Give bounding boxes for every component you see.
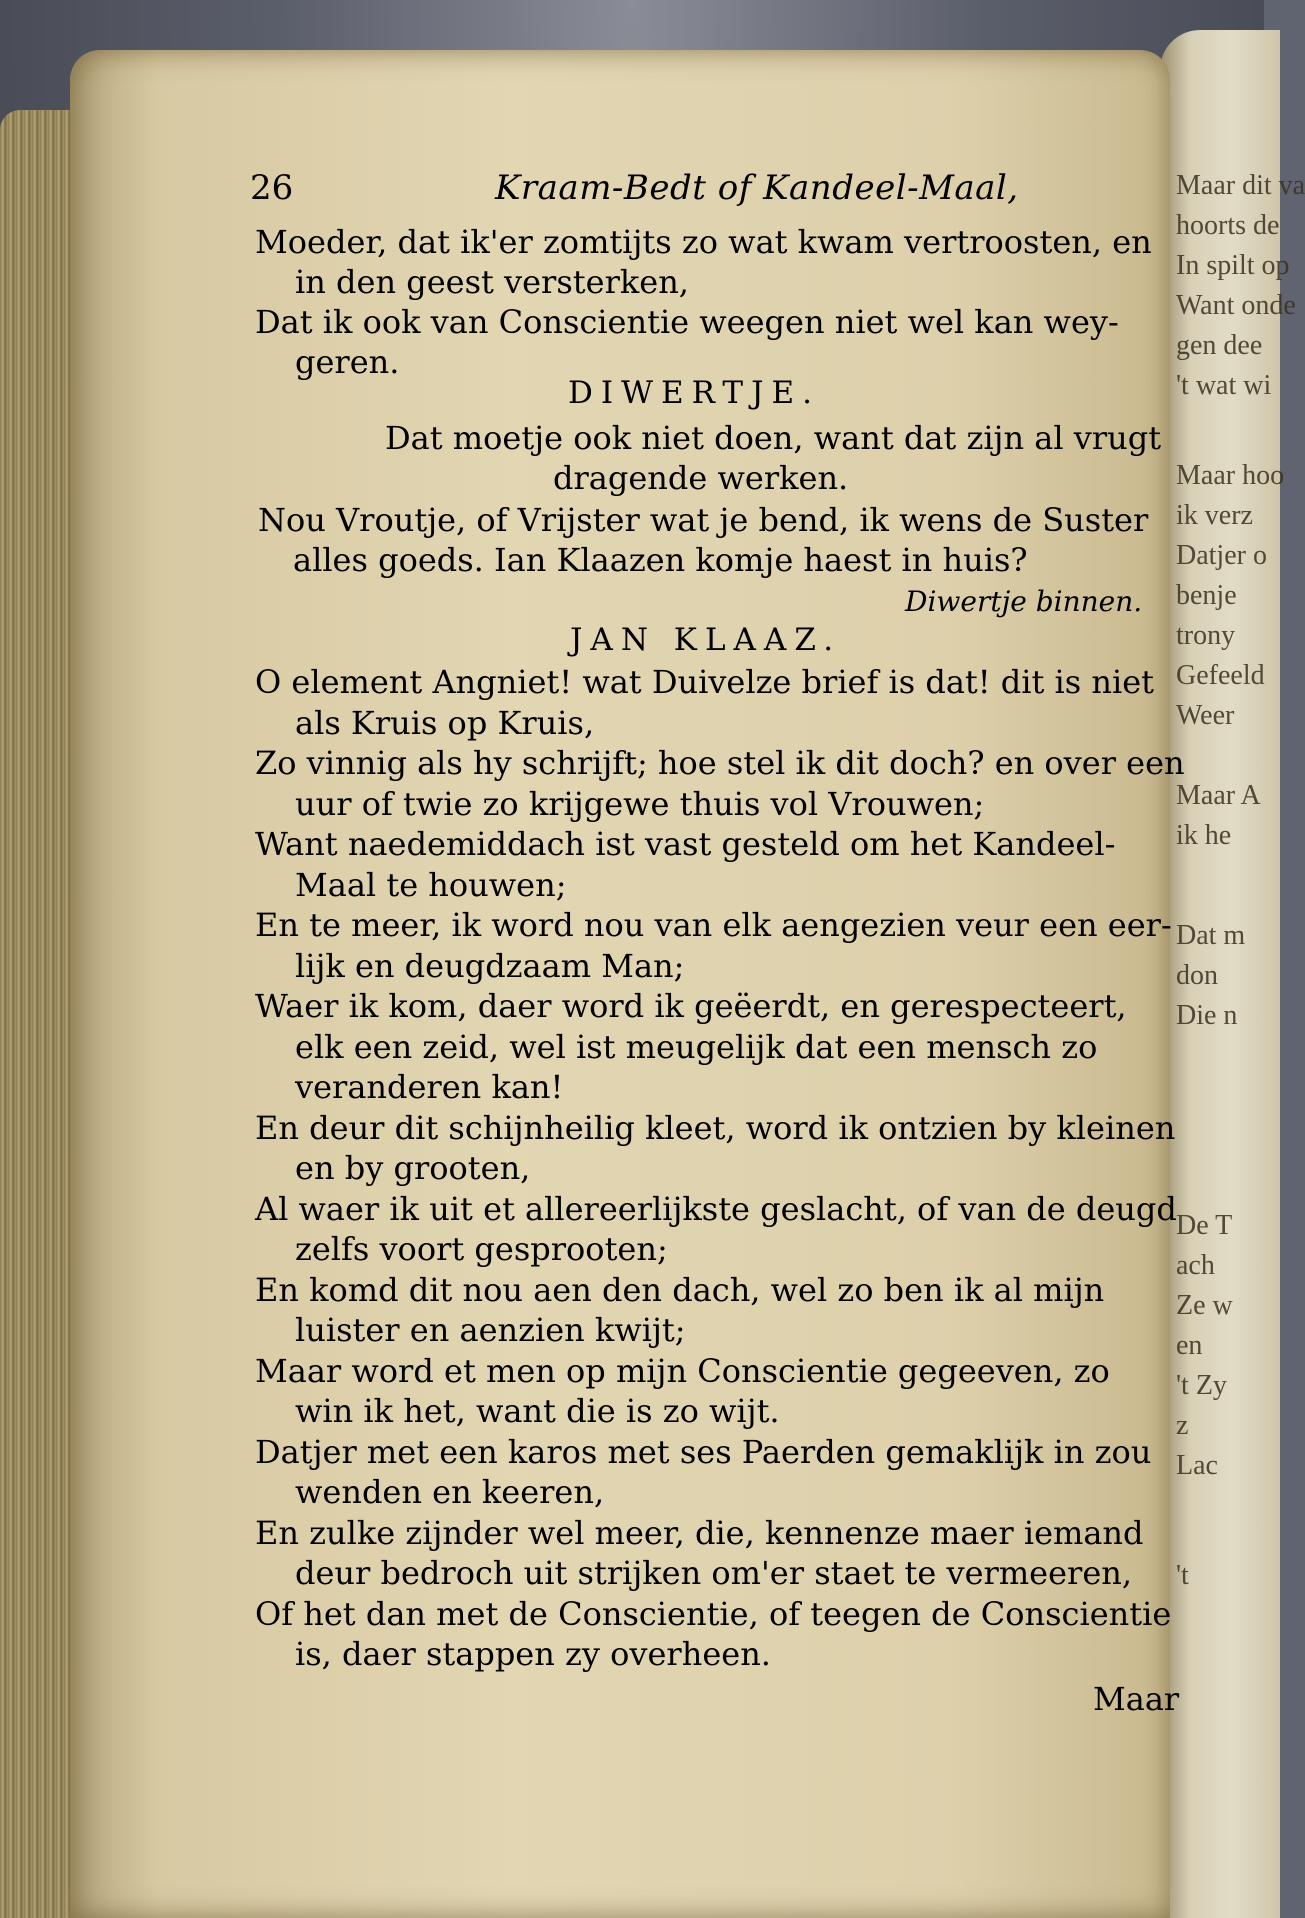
facing-page-fragment: benje xyxy=(1176,580,1237,611)
text-line: als Kruis op Kruis, xyxy=(295,703,595,742)
text-line: zelfs voort gesprooten; xyxy=(295,1230,668,1268)
facing-page-fragment: Die n xyxy=(1176,1000,1238,1031)
speaker-name: DIWERTJE. xyxy=(568,375,820,411)
facing-page-fragment: Datjer o xyxy=(1176,540,1267,571)
text-line: En zulke zijnder wel meer, die, kennenze maer iemand xyxy=(255,1513,1144,1552)
text-line: is, daer stappen zy overheen. xyxy=(295,1635,771,1673)
text-line: elk een zeid, wel ist meugelijk dat een mensch zo xyxy=(295,1027,1098,1066)
facing-page-fragment: Lac xyxy=(1176,1450,1218,1481)
catchword: Maar xyxy=(1093,1680,1180,1718)
text-line: Dat ik ook van Conscientie weegen niet wel kan wey- xyxy=(255,303,1119,341)
text-line: Moeder, dat ik'er zomtijts zo wat kwam vertroosten, en xyxy=(255,223,1152,261)
text-line: En deur dit schijnheilig kleet, word ik ontzien by kleinen xyxy=(255,1108,1176,1147)
text-line: Maal te houwen; xyxy=(295,865,567,904)
text-line: Dat moetje ook niet doen, want dat zijn al vrugt xyxy=(385,419,1162,457)
facing-page-fragment: don xyxy=(1176,960,1218,991)
facing-page xyxy=(1160,30,1305,1918)
text-line: win ik het, want die is zo wijt. xyxy=(295,1392,780,1430)
facing-page-fragment: Maar dit va xyxy=(1176,170,1305,201)
text-line: uur of twie zo krijgewe thuis vol Vrouwen; xyxy=(295,784,985,823)
text-line: luister en aenzien kwijt; xyxy=(295,1311,686,1349)
text-line: Nou Vroutje, of Vrijster wat je bend, ik wens de Suster xyxy=(258,501,1149,539)
facing-page-fragment: Want onde xyxy=(1176,290,1296,321)
text-line: dragende werken. xyxy=(553,459,849,497)
facing-page-fragment: hoorts de xyxy=(1176,210,1280,241)
page-number: 26 xyxy=(250,168,294,208)
facing-page-fragment: 't Zy xyxy=(1176,1370,1227,1401)
text-line: geren. xyxy=(295,343,400,381)
text-line: En komd dit nou aen den dach, wel zo ben ik al mijn xyxy=(255,1270,1105,1309)
text-line: en by grooten, xyxy=(295,1149,531,1187)
text-line: En te meer, ik word nou van elk aengezien veur een eer- xyxy=(255,906,1172,944)
text-line: veranderen kan! xyxy=(295,1068,564,1106)
text-line: Zo vinnig als hy schrijft; hoe stel ik dit doch? en over een xyxy=(255,744,1185,782)
text-line: Datjer met een karos met ses Paerden gemaklijk in zou xyxy=(255,1432,1152,1471)
text-line: alles goeds. Ian Klaazen komje haest in huis? xyxy=(293,541,1028,579)
stage-direction: Diwertje binnen. xyxy=(905,585,1143,618)
text-line: in den geest versterken, xyxy=(295,263,689,301)
facing-page-fragment: ik he xyxy=(1176,820,1232,851)
facing-page-fragment: Dat m xyxy=(1176,920,1246,951)
facing-page-fragment: 't xyxy=(1176,1560,1189,1591)
text-line: deur bedroch uit strijken om'er staet te vermeeren, xyxy=(295,1554,1133,1592)
text-line: wenden en keeren, xyxy=(295,1473,605,1511)
text-line: Of het dan met de Conscientie, of teegen de Conscientie xyxy=(255,1594,1172,1633)
facing-page-fragment: trony xyxy=(1176,620,1236,651)
facing-page-fragment: Weer xyxy=(1176,700,1235,731)
text-line: Want naedemiddach ist vast gesteld om het Kandeel- xyxy=(255,825,1116,863)
running-header xyxy=(250,168,1170,212)
facing-page-fragment: Ze w xyxy=(1176,1290,1233,1321)
text-line: Waer ik kom, daer word ik geëerdt, en gerespecteert, xyxy=(255,987,1127,1025)
text-line: O element Angniet! wat Duivelze brief is dat! dit is niet xyxy=(255,663,1154,701)
facing-page-fragment: 't wat wi xyxy=(1176,370,1272,401)
text-line: Al waer ik uit et allereerlijkste geslacht, of van de deugd xyxy=(255,1189,1177,1228)
speaker-name: JAN KLAAZ. xyxy=(570,622,842,658)
facing-page-fragment: ach xyxy=(1176,1250,1215,1281)
text-line: Maar word et men op mijn Conscientie gegeeven, zo xyxy=(255,1351,1110,1390)
running-title: Kraam-Bedt of Kandeel-Maal, xyxy=(495,168,1019,208)
facing-page-fragment: In spilt op xyxy=(1176,250,1290,281)
facing-page-fragment: en xyxy=(1176,1330,1203,1361)
facing-page-fragment: ik verz xyxy=(1176,500,1253,531)
facing-page-fragment: Maar hoo xyxy=(1176,460,1285,491)
facing-page-fragment: gen dee xyxy=(1176,330,1263,361)
facing-page-fragment: z xyxy=(1176,1410,1189,1441)
facing-page-fragment: Maar A xyxy=(1176,780,1261,811)
facing-page-fragment: De T xyxy=(1176,1210,1233,1241)
text-line: lijk en deugdzaam Man; xyxy=(295,946,685,985)
facing-page-fragment: Gefeeld xyxy=(1176,660,1265,691)
